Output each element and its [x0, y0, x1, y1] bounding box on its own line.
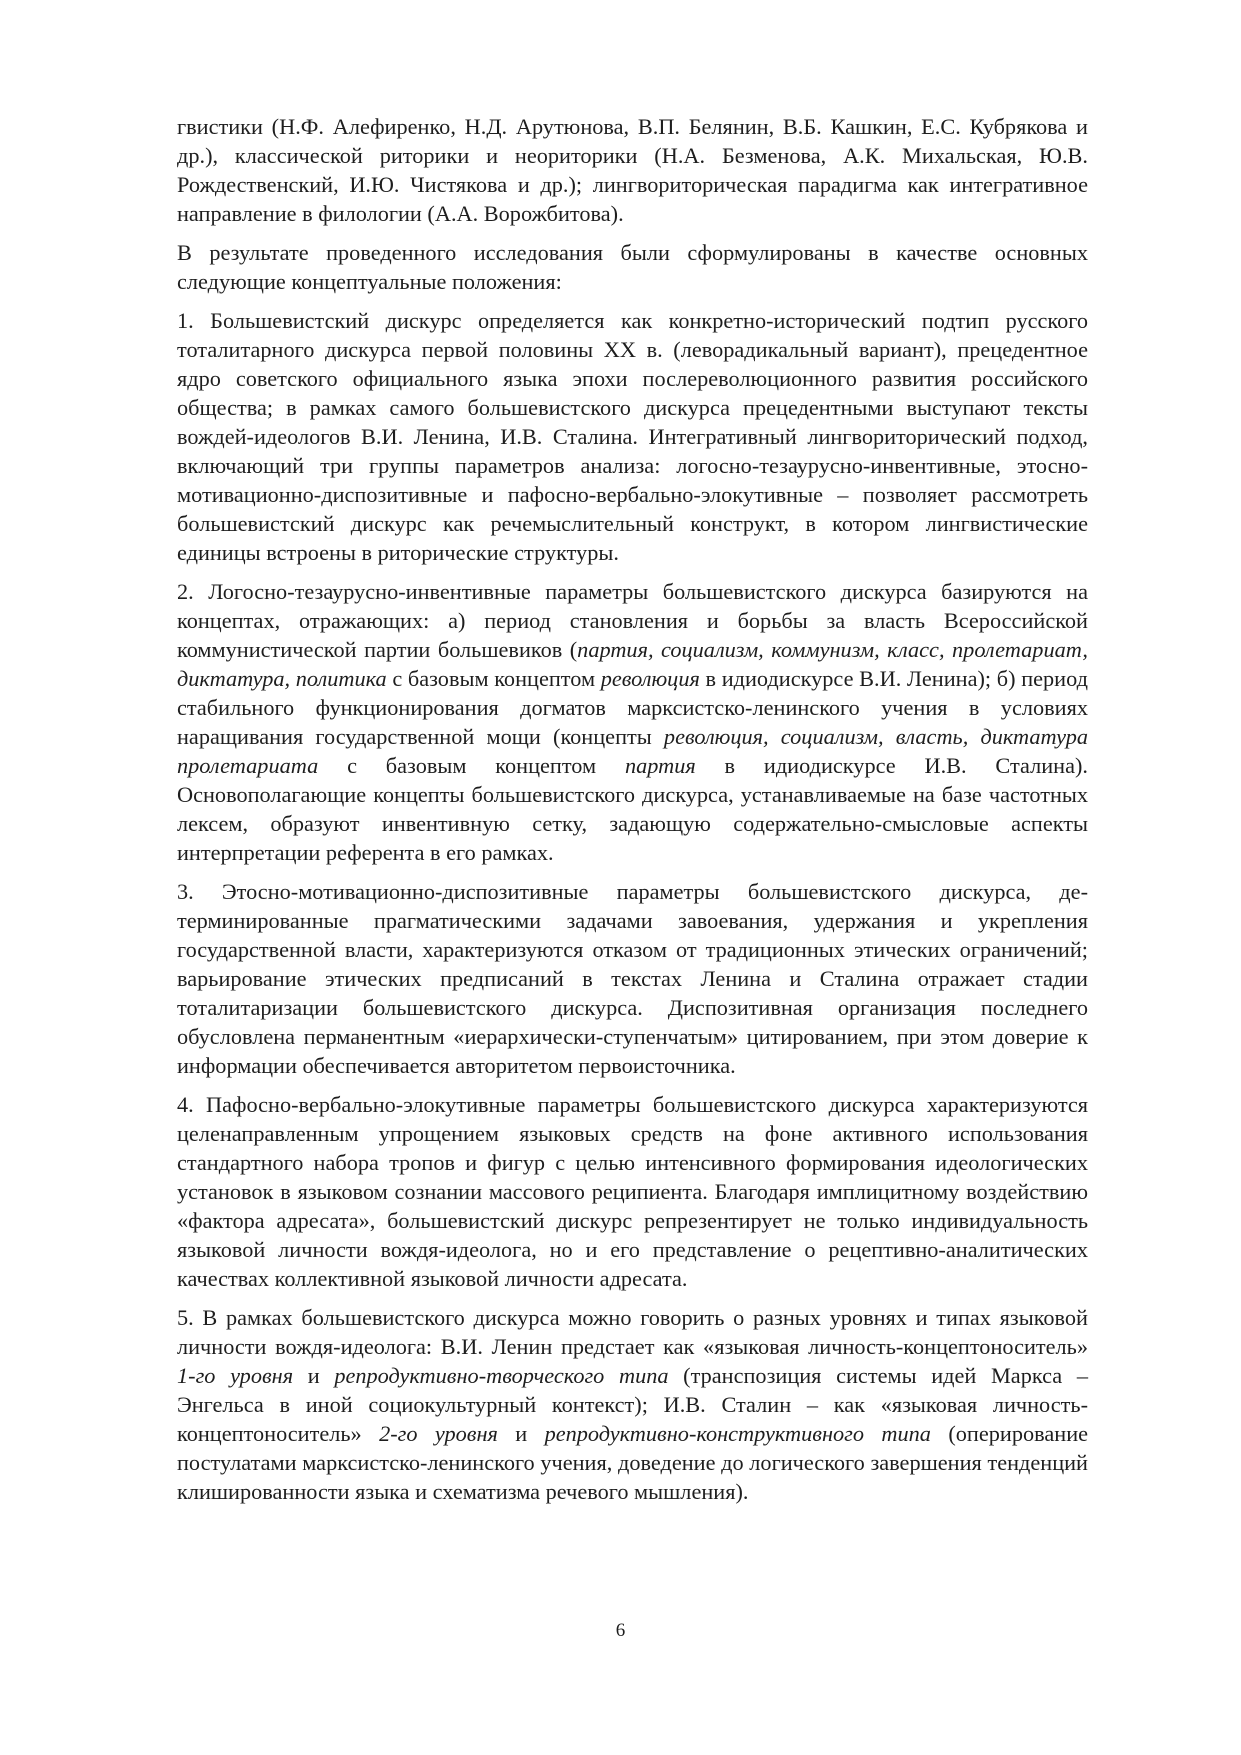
page-number: 6	[615, 1620, 626, 1641]
text-run: 3. Этосно-мотивационно-диспозитивные параметры большевистского дискурса, детерминированные прагматическими задачами завоевания, удержания и укрепления государственной власти, характеризуются отказом от традиционных этических ограничений; варьирование этических предписаний в текстах Ленина и Сталина отражает стадии тоталитаризации большевистского дискурса. Диспозитивная организация последнего обусловлена перманентным «иерархически-ступенчатым» цитированием, при этом доверие к информации обеспечивается авторитетом первоисточника.	[177, 879, 1088, 1078]
italic-term: 1-го уровня	[177, 1363, 294, 1388]
paragraph-intro	[177, 238, 1088, 296]
italic-term: репродуктивно-творческого типа	[334, 1363, 669, 1388]
italic-term: революция, социализм, власть, диктатура пролетариата	[177, 724, 1088, 778]
text-run: и	[497, 1421, 545, 1446]
paragraph-point-4	[177, 1090, 1088, 1293]
italic-term: репродуктивно-конструктивного типа	[544, 1421, 931, 1446]
text-run: 2. Логосно-тезаурусно-инвентивные параметры большевистского дискурса базируются на концептах, отражающих: а) период становления и борьбы за власть Всероссийской коммунистической партии большевиков (	[177, 579, 1088, 662]
text-run: с базовым концептом	[318, 753, 625, 778]
text-run: (оперирование постулатами марксистско-ленинского учения, доведение до логического завершения тенденций клишированности языка и схематизма речевого мышления).	[177, 1421, 1089, 1504]
paragraph-point-2	[177, 577, 1088, 867]
paragraph-point-1	[177, 306, 1088, 567]
paragraph-point-5	[177, 1303, 1088, 1506]
text-run: 5. В рамках большевистского дискурса можно говорить о разных уровнях и типах языковой личности вождя-идеолога: В.И. Ленин предстает как «языковая личность-концептоноситель»	[177, 1305, 1088, 1359]
italic-term: 2-го уровня	[379, 1421, 498, 1446]
main-text	[177, 112, 1088, 1516]
italic-term: партия	[624, 753, 696, 778]
text-run: (транспозиция системы идей Маркса – Энгельса в иной социокультурный контекст); И.В. Сталин – как «языковая личность-концептоноситель»	[177, 1363, 1088, 1446]
text-run: гвистики (Н.Ф. Алефиренко, Н.Д. Арутюнова, В.П. Белянин, В.Б. Кашкин, Е.С. Кубрякова и др.), классической риторики и неориторики (Н.А. Безменова, А.К. Михальская, Ю.В. Рождественский, И.Ю. Чистякова и др.); лингвориторическая парадигма как интегративное направление в филологии (А.А. Ворожбитова).	[177, 114, 1088, 226]
text-run: 1. Большевистский дискурс определяется как конкретно-исторический подтип русского тоталитарного дискурса первой половины XX в. (леворадикальный вариант), прецедентное ядро советского официального языка эпохи послереволюционного развития российского общества; в рамках самого большевистского дискурса прецедентными выступают тексты вождей-идеологов В.И. Ленина, И.В. Сталина. Интегративный лингвориторический подход, включающий три группы параметров анализа: логосно-тезаурусно-инвентивные, этосно-мотивационно-диспозитивные и пафосно-вербально-элокутивные – позволяет рассмотреть большевистский дискурс как речемыслительный конструкт, в котором лингвистические единицы встроены в риторические структуры.	[177, 308, 1088, 565]
text-run: с базовым концептом	[386, 666, 601, 691]
text-run: и	[293, 1363, 335, 1388]
text-run: В результате проведенного исследования были сформулированы в качестве основных следующие концептуальные положения:	[177, 240, 1088, 294]
paragraph-continuation	[177, 112, 1088, 228]
text-run: 4. Пафосно-вербально-элокутивные параметры большевистского дискурса характеризуются целенаправленным упрощением языковых средств на фоне активного использования стандартного набора тропов и фигур с целью интенсивного формирования идеологических установок в языковом сознании массового реципиента. Благодаря имплицитному воздействию «фактора адресата», большевистский дискурс репрезентирует не только индивидуальность языковой личности вождя-идеолога, но и его представление о рецептивно-аналитических качествах коллективной языковой личности адресата.	[177, 1092, 1088, 1291]
text-run: в идиодискурсе И.В. Сталина). Основополагающие концепты большевистского дискурса, устанавливаемые на базе частотных лексем, образуют инвентивную сетку, задающую содержательно-смысловые аспекты интерпретации референта в его рамках.	[177, 753, 1088, 865]
italic-term: революция	[600, 666, 700, 691]
italic-term: партия, социализм, коммунизм, класс, пролетариат, диктатура, политика	[177, 637, 1088, 691]
paragraph-point-3	[177, 877, 1088, 1080]
text-run: в идиодискурсе В.И. Ленина); б) период стабильного функционирования догматов марксистско-ленинского учения в условиях наращивания государственной мощи (концепты	[177, 666, 1088, 749]
